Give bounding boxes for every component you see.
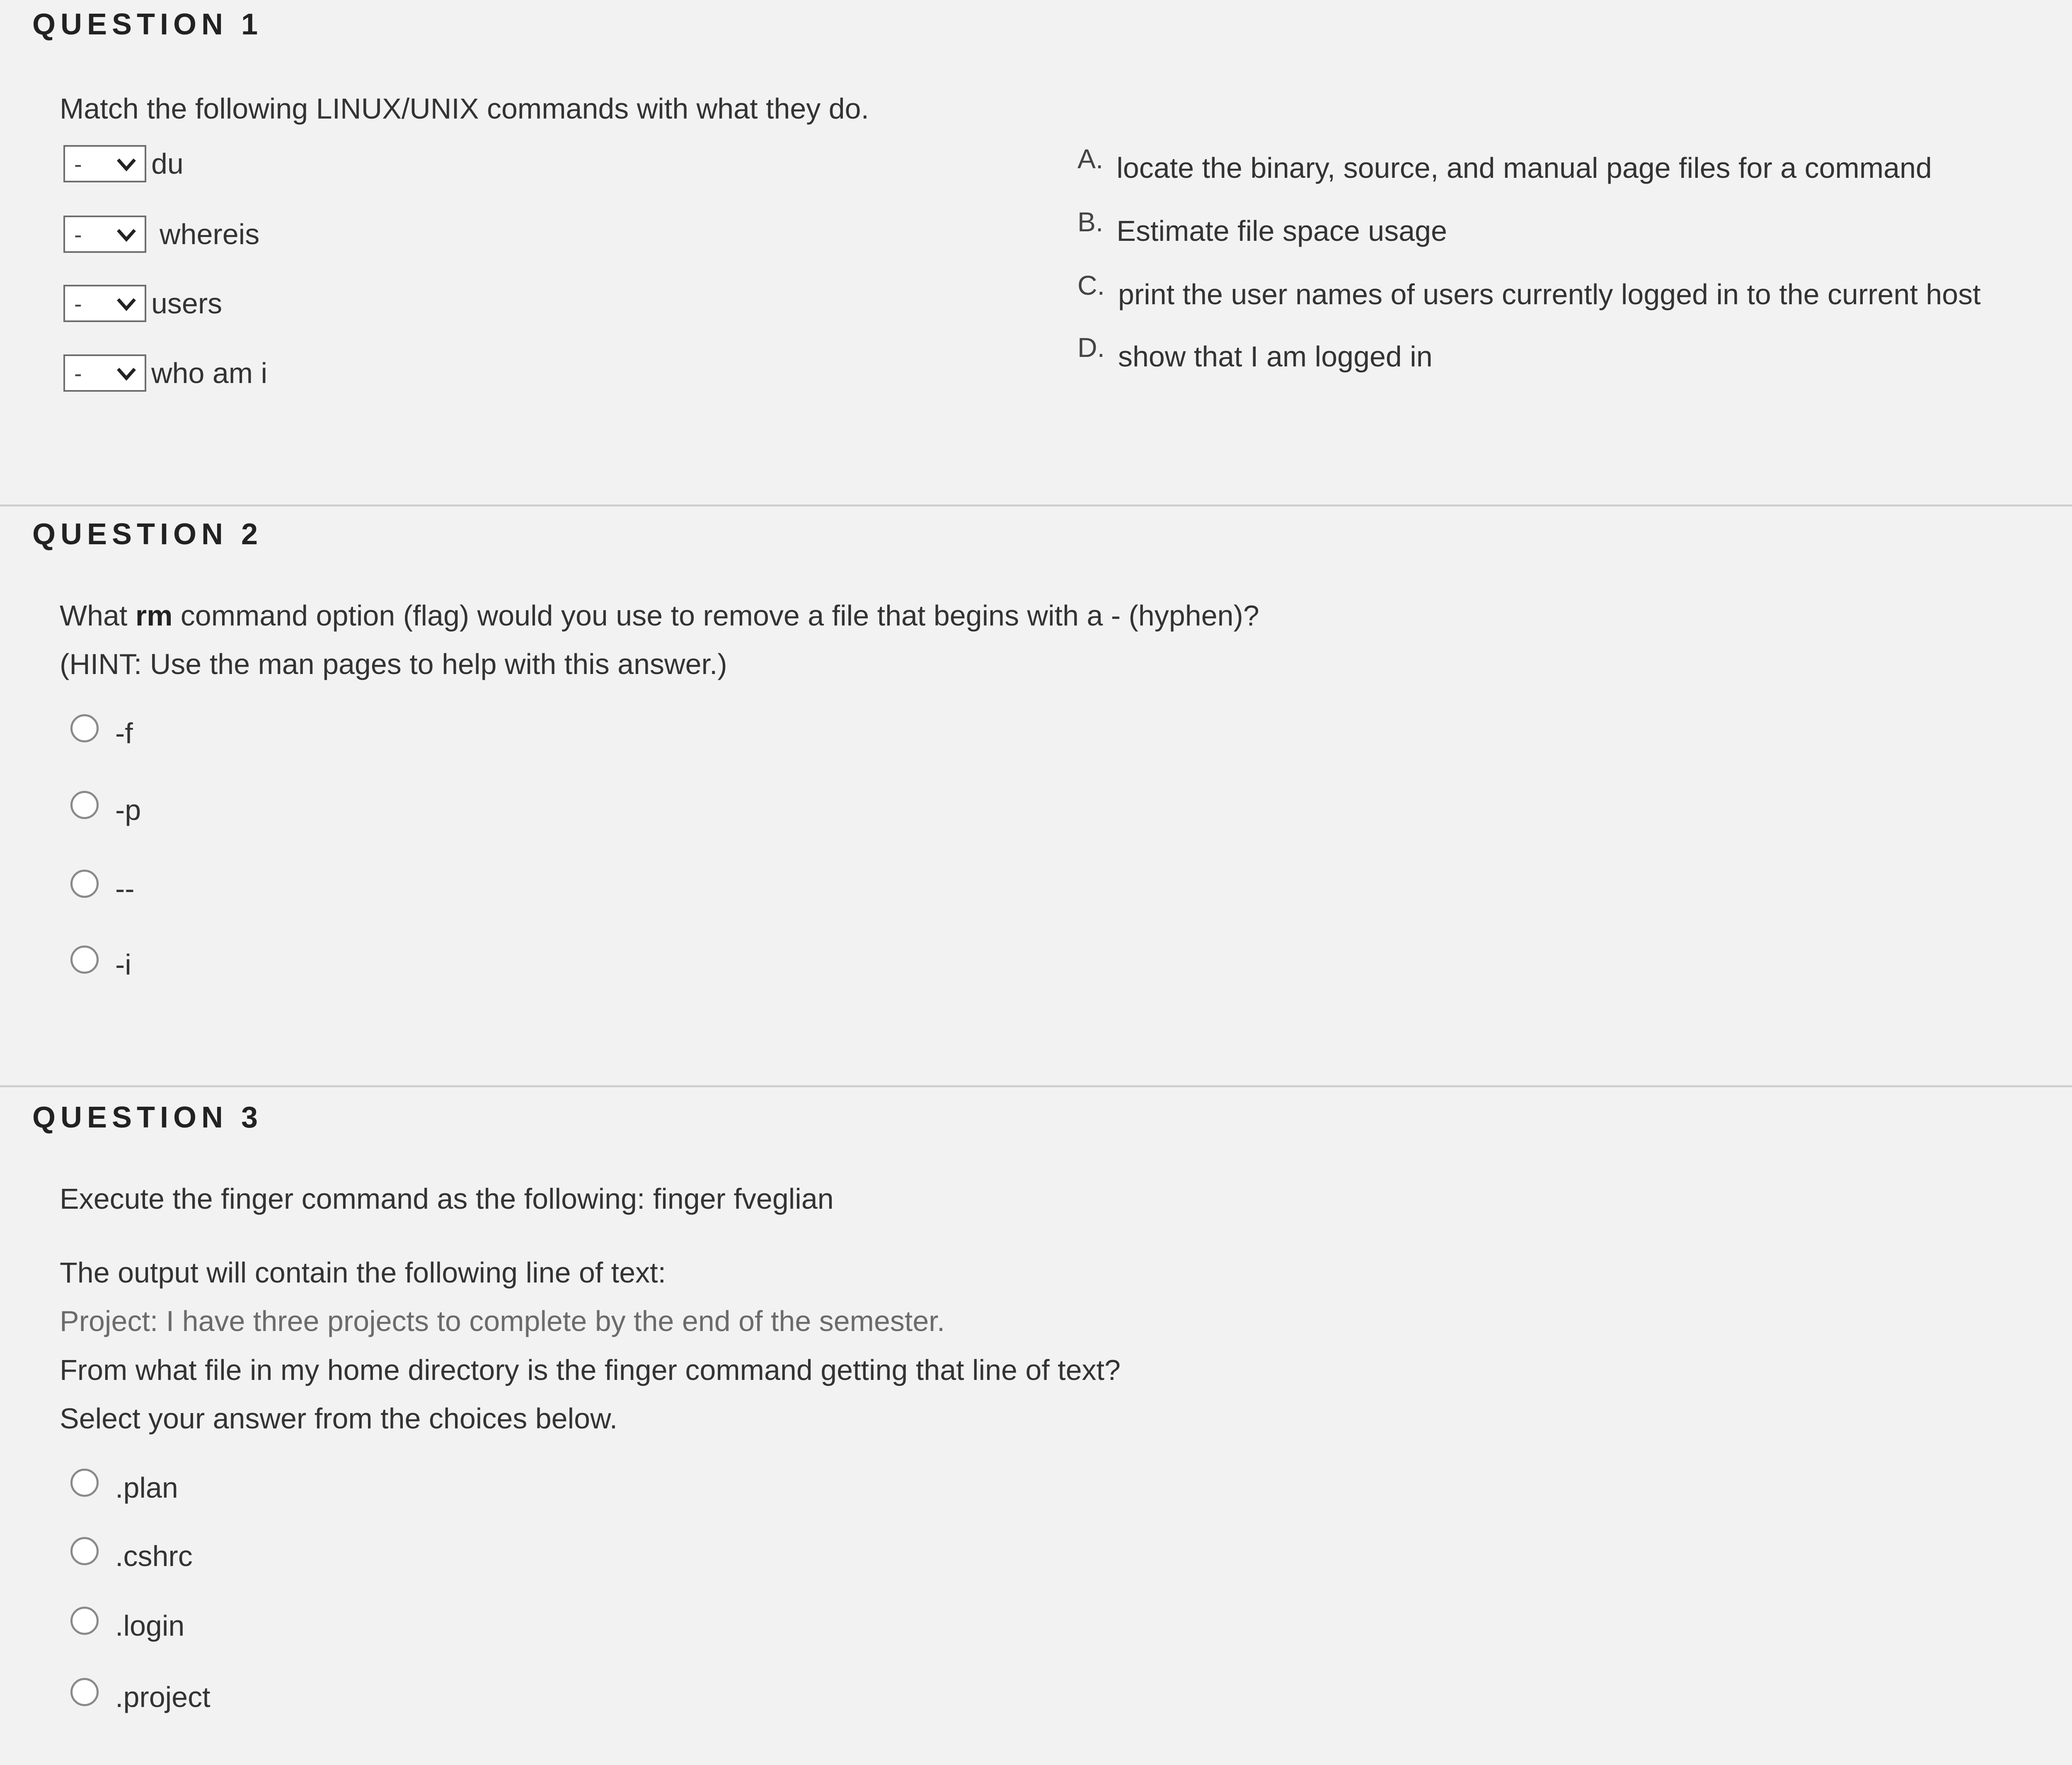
select-value: - <box>74 221 82 247</box>
question-text-line: Select your answer from the choices below. <box>60 1402 618 1435</box>
match-term: du <box>151 148 184 180</box>
question-1 <box>0 0 2072 506</box>
match-select[interactable] <box>63 216 146 253</box>
radio-button[interactable] <box>70 1678 99 1706</box>
radio-label: -p <box>115 794 141 826</box>
question-hint: (HINT: Use the man pages to help with this answer.) <box>60 648 727 680</box>
radio-button[interactable] <box>70 714 99 742</box>
radio-label: -f <box>115 717 133 749</box>
question-prompt: Match the following LINUX/UNIX commands with what they do. <box>60 92 869 125</box>
radio-option[interactable] <box>70 707 133 750</box>
match-select[interactable] <box>63 285 146 322</box>
question-title: QUESTION 1 <box>32 8 263 41</box>
select-value: - <box>74 150 82 177</box>
radio-option[interactable] <box>70 783 141 827</box>
match-row-who-am-i <box>63 350 267 396</box>
match-row-whereis <box>63 211 259 257</box>
match-select[interactable] <box>63 354 146 392</box>
question-text-line: From what file in my home directory is the finger command getting that line of text? <box>60 1354 1121 1386</box>
answer-letter: A. <box>1077 143 1104 174</box>
question-2 <box>0 506 2072 1086</box>
chevron-down-icon <box>114 222 139 247</box>
answer-letter: B. <box>1077 206 1104 237</box>
radio-label: -i <box>115 948 131 981</box>
radio-label: -- <box>115 873 135 905</box>
radio-button[interactable] <box>70 870 99 898</box>
radio-label: .project <box>115 1681 211 1713</box>
match-row-users <box>63 281 222 326</box>
prompt-command: rm <box>135 599 173 632</box>
radio-button[interactable] <box>70 1607 99 1635</box>
question-title: QUESTION 2 <box>32 518 263 551</box>
match-term: whereis <box>160 218 260 250</box>
match-select[interactable] <box>63 145 146 182</box>
answer-letter: C. <box>1077 270 1105 301</box>
question-prompt: Execute the finger command as the following: finger fveglian <box>60 1183 834 1215</box>
answer-text: print the user names of users currently logged in to the current host <box>1118 278 1981 310</box>
answer-text: Estimate file space usage <box>1116 215 1447 247</box>
answer-c <box>1077 269 1981 319</box>
radio-button[interactable] <box>70 791 99 819</box>
radio-label: .login <box>115 1610 185 1642</box>
chevron-down-icon <box>114 151 139 176</box>
radio-option[interactable] <box>70 1461 178 1504</box>
answer-letter: D. <box>1077 332 1105 363</box>
answer-d <box>1077 332 1433 381</box>
prompt-part: command option (flag) would you use to remove a file that begins with a - (hyphen)? <box>172 599 1259 632</box>
radio-button[interactable] <box>70 946 99 974</box>
answer-a <box>1077 143 1932 193</box>
question-title: QUESTION 3 <box>32 1101 263 1134</box>
match-term: users <box>151 287 223 320</box>
answer-text: show that I am logged in <box>1118 340 1433 373</box>
question-text-line: The output will contain the following line of text: <box>60 1256 666 1289</box>
radio-option[interactable] <box>70 1530 193 1573</box>
select-value: - <box>74 360 82 386</box>
chevron-down-icon <box>114 361 139 385</box>
question-prompt <box>60 599 1259 632</box>
question-3 <box>0 1086 2072 1765</box>
radio-option[interactable] <box>70 938 131 981</box>
prompt-part: What <box>60 599 136 632</box>
question-quote: Project: I have three projects to complete by the end of the semester. <box>60 1305 945 1337</box>
radio-button[interactable] <box>70 1537 99 1565</box>
select-value: - <box>74 290 82 317</box>
match-term: who am i <box>151 357 268 389</box>
radio-option[interactable] <box>70 1670 211 1714</box>
answer-text: locate the binary, source, and manual page files for a command <box>1116 152 1932 184</box>
radio-label: .plan <box>115 1472 178 1504</box>
answer-b <box>1077 206 1447 256</box>
radio-option[interactable] <box>70 862 135 905</box>
match-row-du <box>63 141 184 187</box>
radio-label: .cshrc <box>115 1540 193 1572</box>
radio-option[interactable] <box>70 1599 184 1642</box>
radio-button[interactable] <box>70 1469 99 1497</box>
chevron-down-icon <box>114 291 139 316</box>
